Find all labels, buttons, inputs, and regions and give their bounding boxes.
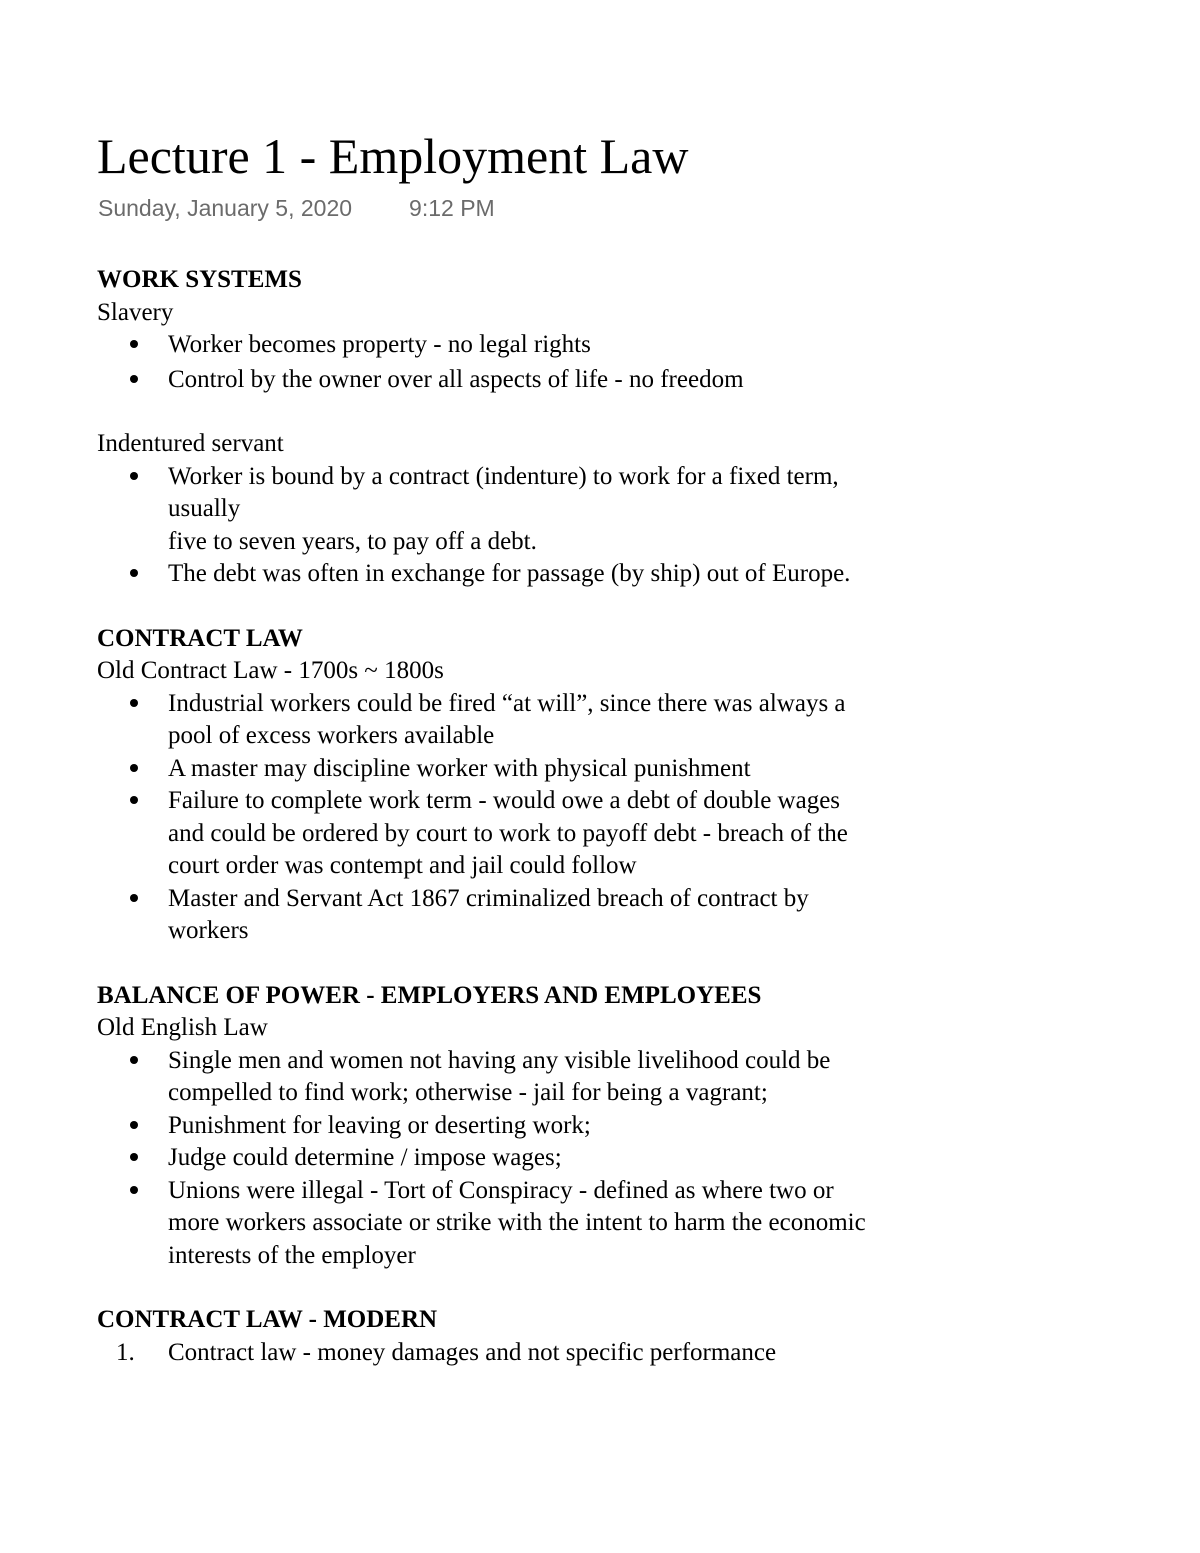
list-item-text: The debt was often in exchange for passage (by ship) out of Europe. bbox=[168, 560, 851, 587]
balance-bullet-list bbox=[97, 1045, 897, 1273]
list-item-text: Industrial workers could be fired “at will”, since there was always a pool of excess workers available bbox=[168, 689, 846, 749]
bullet-icon bbox=[127, 461, 141, 494]
bullet-icon bbox=[127, 329, 141, 362]
section-heading-balance-of-power: BALANCE OF POWER - EMPLOYERS AND EMPLOYEES bbox=[97, 981, 762, 1009]
bullet-icon bbox=[127, 1142, 141, 1175]
note-date: Sunday, January 5, 2020 bbox=[98, 195, 353, 221]
note-body bbox=[97, 264, 897, 1369]
list-item bbox=[97, 461, 888, 559]
list-item bbox=[97, 753, 878, 786]
bullet-icon bbox=[127, 558, 141, 591]
list-item bbox=[97, 558, 888, 591]
page-title: Lecture 1 - Employment Law bbox=[97, 128, 689, 184]
contract-law-bullet-list bbox=[97, 688, 897, 948]
subheading-old-english-law: Old English Law bbox=[97, 1014, 268, 1041]
note-metadata bbox=[98, 194, 495, 222]
bullet-icon bbox=[127, 688, 141, 721]
list-item-text: Unions were illegal - Tort of Conspiracy - defined as where two or more workers associate or strike with the intent to harm the economic interests of the employer bbox=[168, 1176, 866, 1269]
bullet-icon bbox=[127, 1175, 141, 1208]
list-item-text: Master and Servant Act 1867 criminalized breach of contract by workers bbox=[168, 884, 809, 944]
bullet-icon bbox=[127, 1110, 141, 1143]
list-item-text: A master may discipline worker with physical punishment bbox=[168, 754, 751, 782]
list-item-text: Worker is bound by a contract (indenture) to work for a fixed term, usually bbox=[168, 462, 839, 522]
list-item bbox=[97, 329, 888, 362]
list-item bbox=[97, 364, 888, 397]
section-heading-work-systems: WORK SYSTEMS bbox=[97, 266, 302, 293]
list-item-text: Punishment for leaving or deserting work; bbox=[168, 1111, 591, 1139]
modern-numbered-list bbox=[97, 1337, 897, 1370]
subheading-old-contract-law: Old Contract Law - 1700s ~ 1800s bbox=[97, 657, 444, 684]
note-time: 9:12 PM bbox=[409, 195, 495, 221]
bullet-icon bbox=[127, 753, 141, 786]
list-number: 1. bbox=[116, 1338, 135, 1366]
subheading-slavery: Slavery bbox=[97, 298, 174, 326]
bullet-icon bbox=[127, 785, 141, 818]
subheading-indentured-servant: Indentured servant bbox=[97, 430, 284, 457]
section-heading-contract-law-modern: CONTRACT LAW - MODERN bbox=[97, 1306, 438, 1333]
list-item bbox=[97, 1110, 868, 1143]
list-item-text: Contract law - money damages and not specific performance bbox=[168, 1338, 777, 1366]
list-item bbox=[97, 1175, 868, 1273]
bullet-icon bbox=[127, 364, 141, 397]
list-item-text: Judge could determine / impose wages; bbox=[168, 1144, 562, 1171]
list-item-text-continued: five to seven years, to pay off a debt. bbox=[168, 527, 537, 555]
list-item bbox=[97, 1045, 858, 1110]
list-item bbox=[97, 785, 878, 883]
bullet-icon bbox=[127, 1045, 141, 1078]
indentured-bullet-list bbox=[97, 461, 897, 591]
list-item bbox=[97, 688, 878, 753]
list-item bbox=[97, 1337, 898, 1370]
list-item-text: Worker becomes property - no legal rights bbox=[168, 331, 591, 358]
section-heading-contract-law: CONTRACT LAW bbox=[97, 624, 303, 652]
list-item-text-continued: compelled to find work; otherwise - jail for being a vagrant; bbox=[168, 1079, 768, 1106]
bullet-icon bbox=[127, 883, 141, 916]
slavery-bullet-list bbox=[97, 329, 897, 396]
list-item-text: Single men and women not having any visible livelihood could be bbox=[168, 1046, 831, 1074]
list-item-text: Control by the owner over all aspects of life - no freedom bbox=[168, 365, 744, 393]
list-item bbox=[97, 1142, 868, 1175]
list-item-text: Failure to complete work term - would owe a debt of double wages and could be ordered by court to work to payoff debt - breach of the court order was contempt and jail could follow bbox=[168, 787, 848, 879]
list-item bbox=[97, 883, 878, 948]
